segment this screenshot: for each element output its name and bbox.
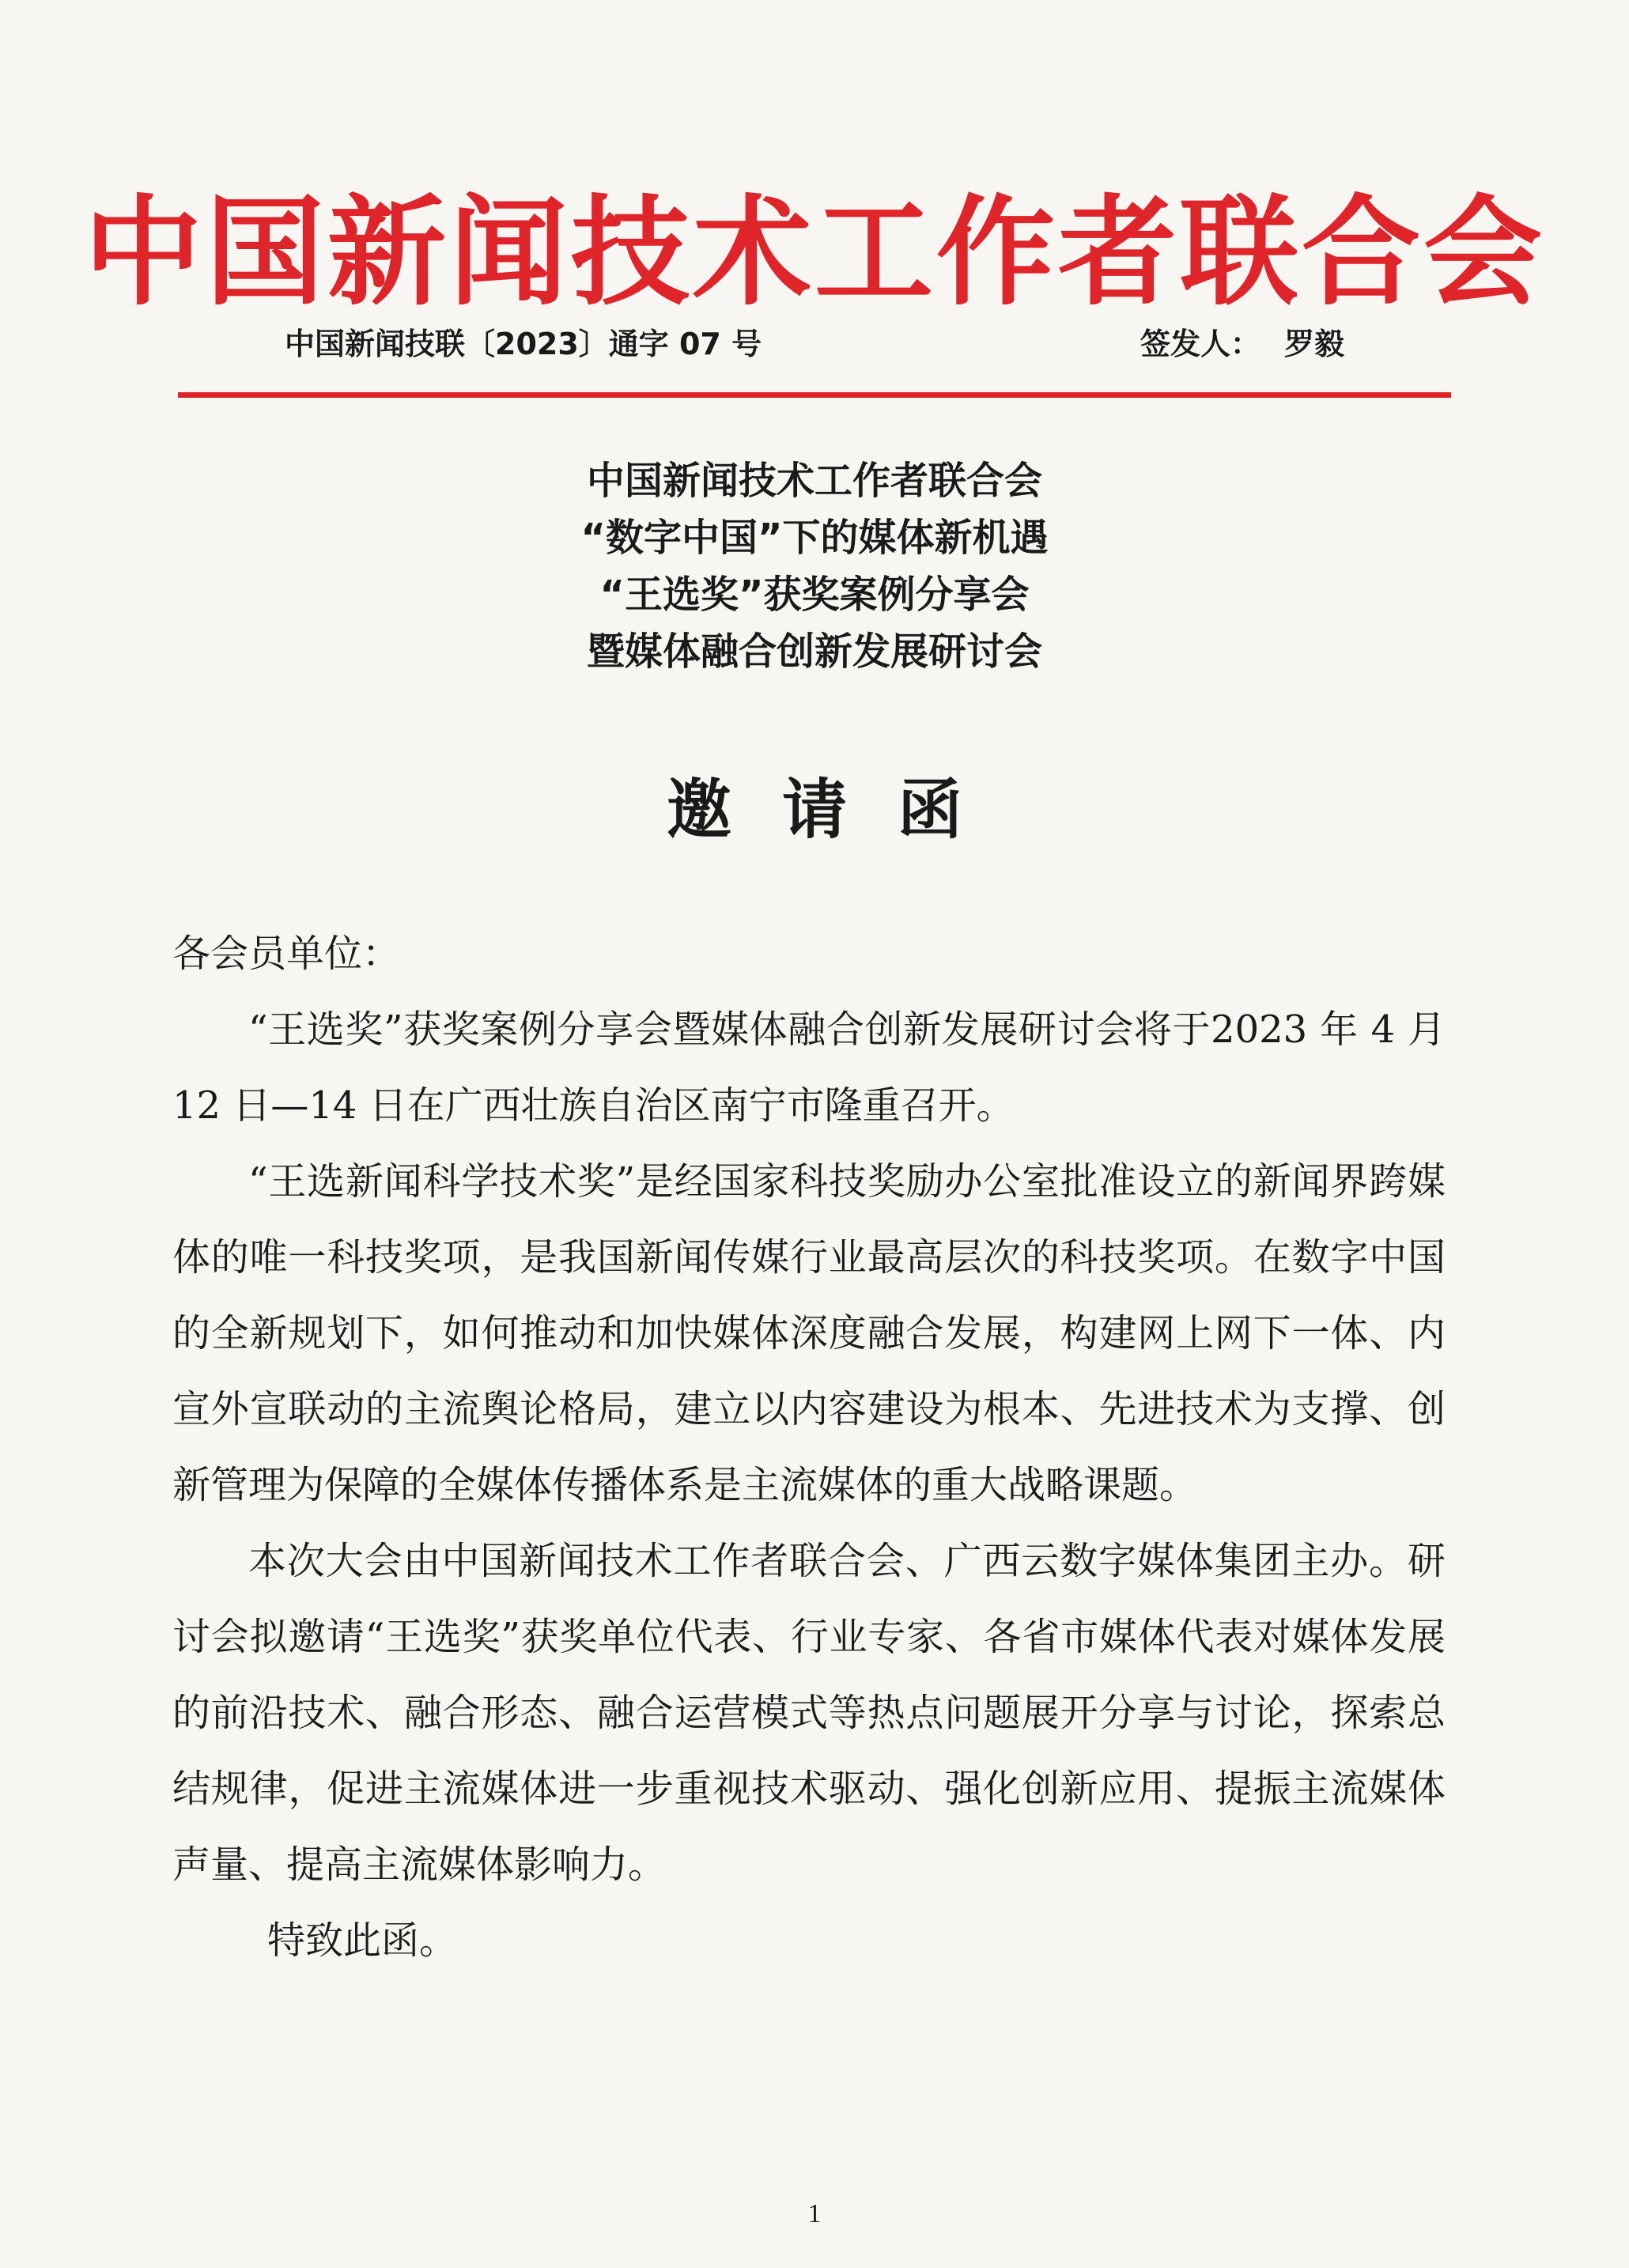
event-title-line: 中国新闻技术工作者联合会 [586, 459, 1042, 503]
closing-line: 特致此函。 [267, 1918, 458, 1963]
document-heading: 邀请函 [666, 773, 1013, 848]
body-paragraph: 本次大会由中国新闻技术工作者联合会、广西云数字媒体集团主办。研讨会拟邀请“王选奖”获奖单位代表、行业专家、各省市媒体代表对媒体发展的前沿技术、融合形态、融合运营模式等热点问题展开分享与讨论，探索总结规律，促进主流媒体进一步重视技术驱动、强化创新应用、提振主流媒体声量、提高主流媒体影响力。 [172, 1539, 1446, 1887]
event-title [0, 452, 1629, 680]
signer-label: 签发人： [1140, 327, 1260, 361]
red-divider-line [178, 392, 1451, 398]
body-paragraph: “王选新闻科学技术奖”是经国家科技奖励办公室批准设立的新闻界跨媒体的唯一科技奖项，是我国新闻传媒行业最高层次的科技奖项。在数字中国的全新规划下，如何推动和加快媒体深度融合发展，构建网上网下一体、内宣外宣联动的主流舆论格局，建立以内容建设为根本、先进技术为支撑、创新管理为保障的全媒体传播体系是主流媒体的重大战略课题。 [172, 1159, 1446, 1507]
signer [1140, 320, 1344, 368]
event-title-line: “王选奖”获奖案例分享会 [599, 573, 1030, 617]
signer-name: 罗毅 [1283, 327, 1344, 361]
document-number: 中国新闻技联〔2023〕通字 07 号 [285, 327, 762, 361]
page-number: 1 [807, 2199, 822, 2228]
letter-body [172, 916, 1446, 1979]
body-paragraph: “王选奖”获奖案例分享会暨媒体融合创新发展研讨会将于2023 年 4 月 12 日—14 日在广西壮族自治区南宁市隆重召开。 [172, 1007, 1446, 1128]
event-title-line: “数字中国”下的媒体新机遇 [580, 516, 1049, 560]
salutation: 各会员单位： [172, 932, 401, 976]
document-meta-row [285, 320, 1344, 368]
organization-masthead: 中国新闻技术工作者联合会 [83, 184, 1545, 322]
event-title-line: 暨媒体融合创新发展研讨会 [586, 629, 1042, 674]
